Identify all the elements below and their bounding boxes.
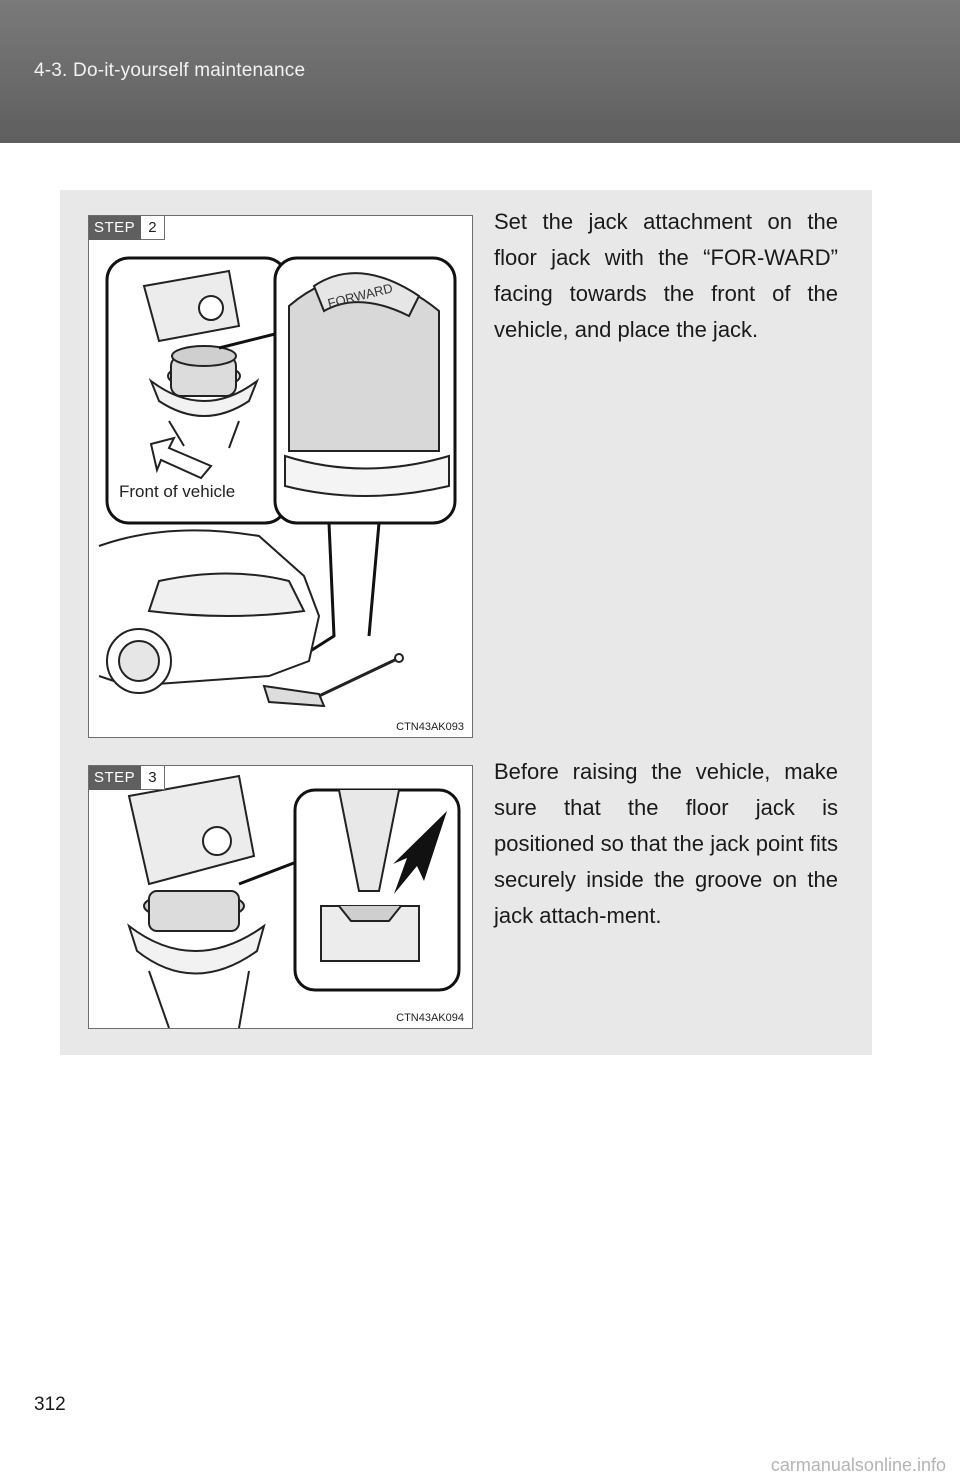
figure-code: CTN43AK094 — [396, 1012, 464, 1024]
section-header — [0, 0, 960, 143]
front-of-vehicle-label: Front of vehicle — [119, 482, 236, 501]
step-3-illustration — [88, 765, 473, 1029]
step-2-illustration — [88, 215, 473, 738]
watermark: carmanualsonline.info — [770, 1455, 946, 1475]
step-3-badge — [89, 766, 165, 790]
step-3-text: Before raising the vehicle, make sure that the floor jack is positioned so that the jack point fits securely inside the groove on the jack attach-ment. — [494, 759, 838, 928]
step-label: STEP — [89, 766, 141, 790]
forward-marking: FORWARD — [326, 280, 395, 311]
page-number: 312 — [34, 1394, 66, 1415]
section-title: 4-3. Do-it-yourself maintenance — [34, 60, 306, 81]
jack-point-drawing — [89, 766, 472, 1028]
jack-attachment-drawing — [89, 216, 472, 737]
step-label: STEP — [89, 216, 141, 240]
figure-code: CTN43AK093 — [396, 721, 464, 733]
step-2-badge — [89, 216, 165, 240]
step-number: 3 — [141, 766, 164, 790]
step-2-text: Set the jack attachment on the floor jack with the “FOR-WARD” facing towards the front of the vehicle, and place the jack. — [494, 209, 838, 342]
step-number: 2 — [141, 216, 164, 240]
